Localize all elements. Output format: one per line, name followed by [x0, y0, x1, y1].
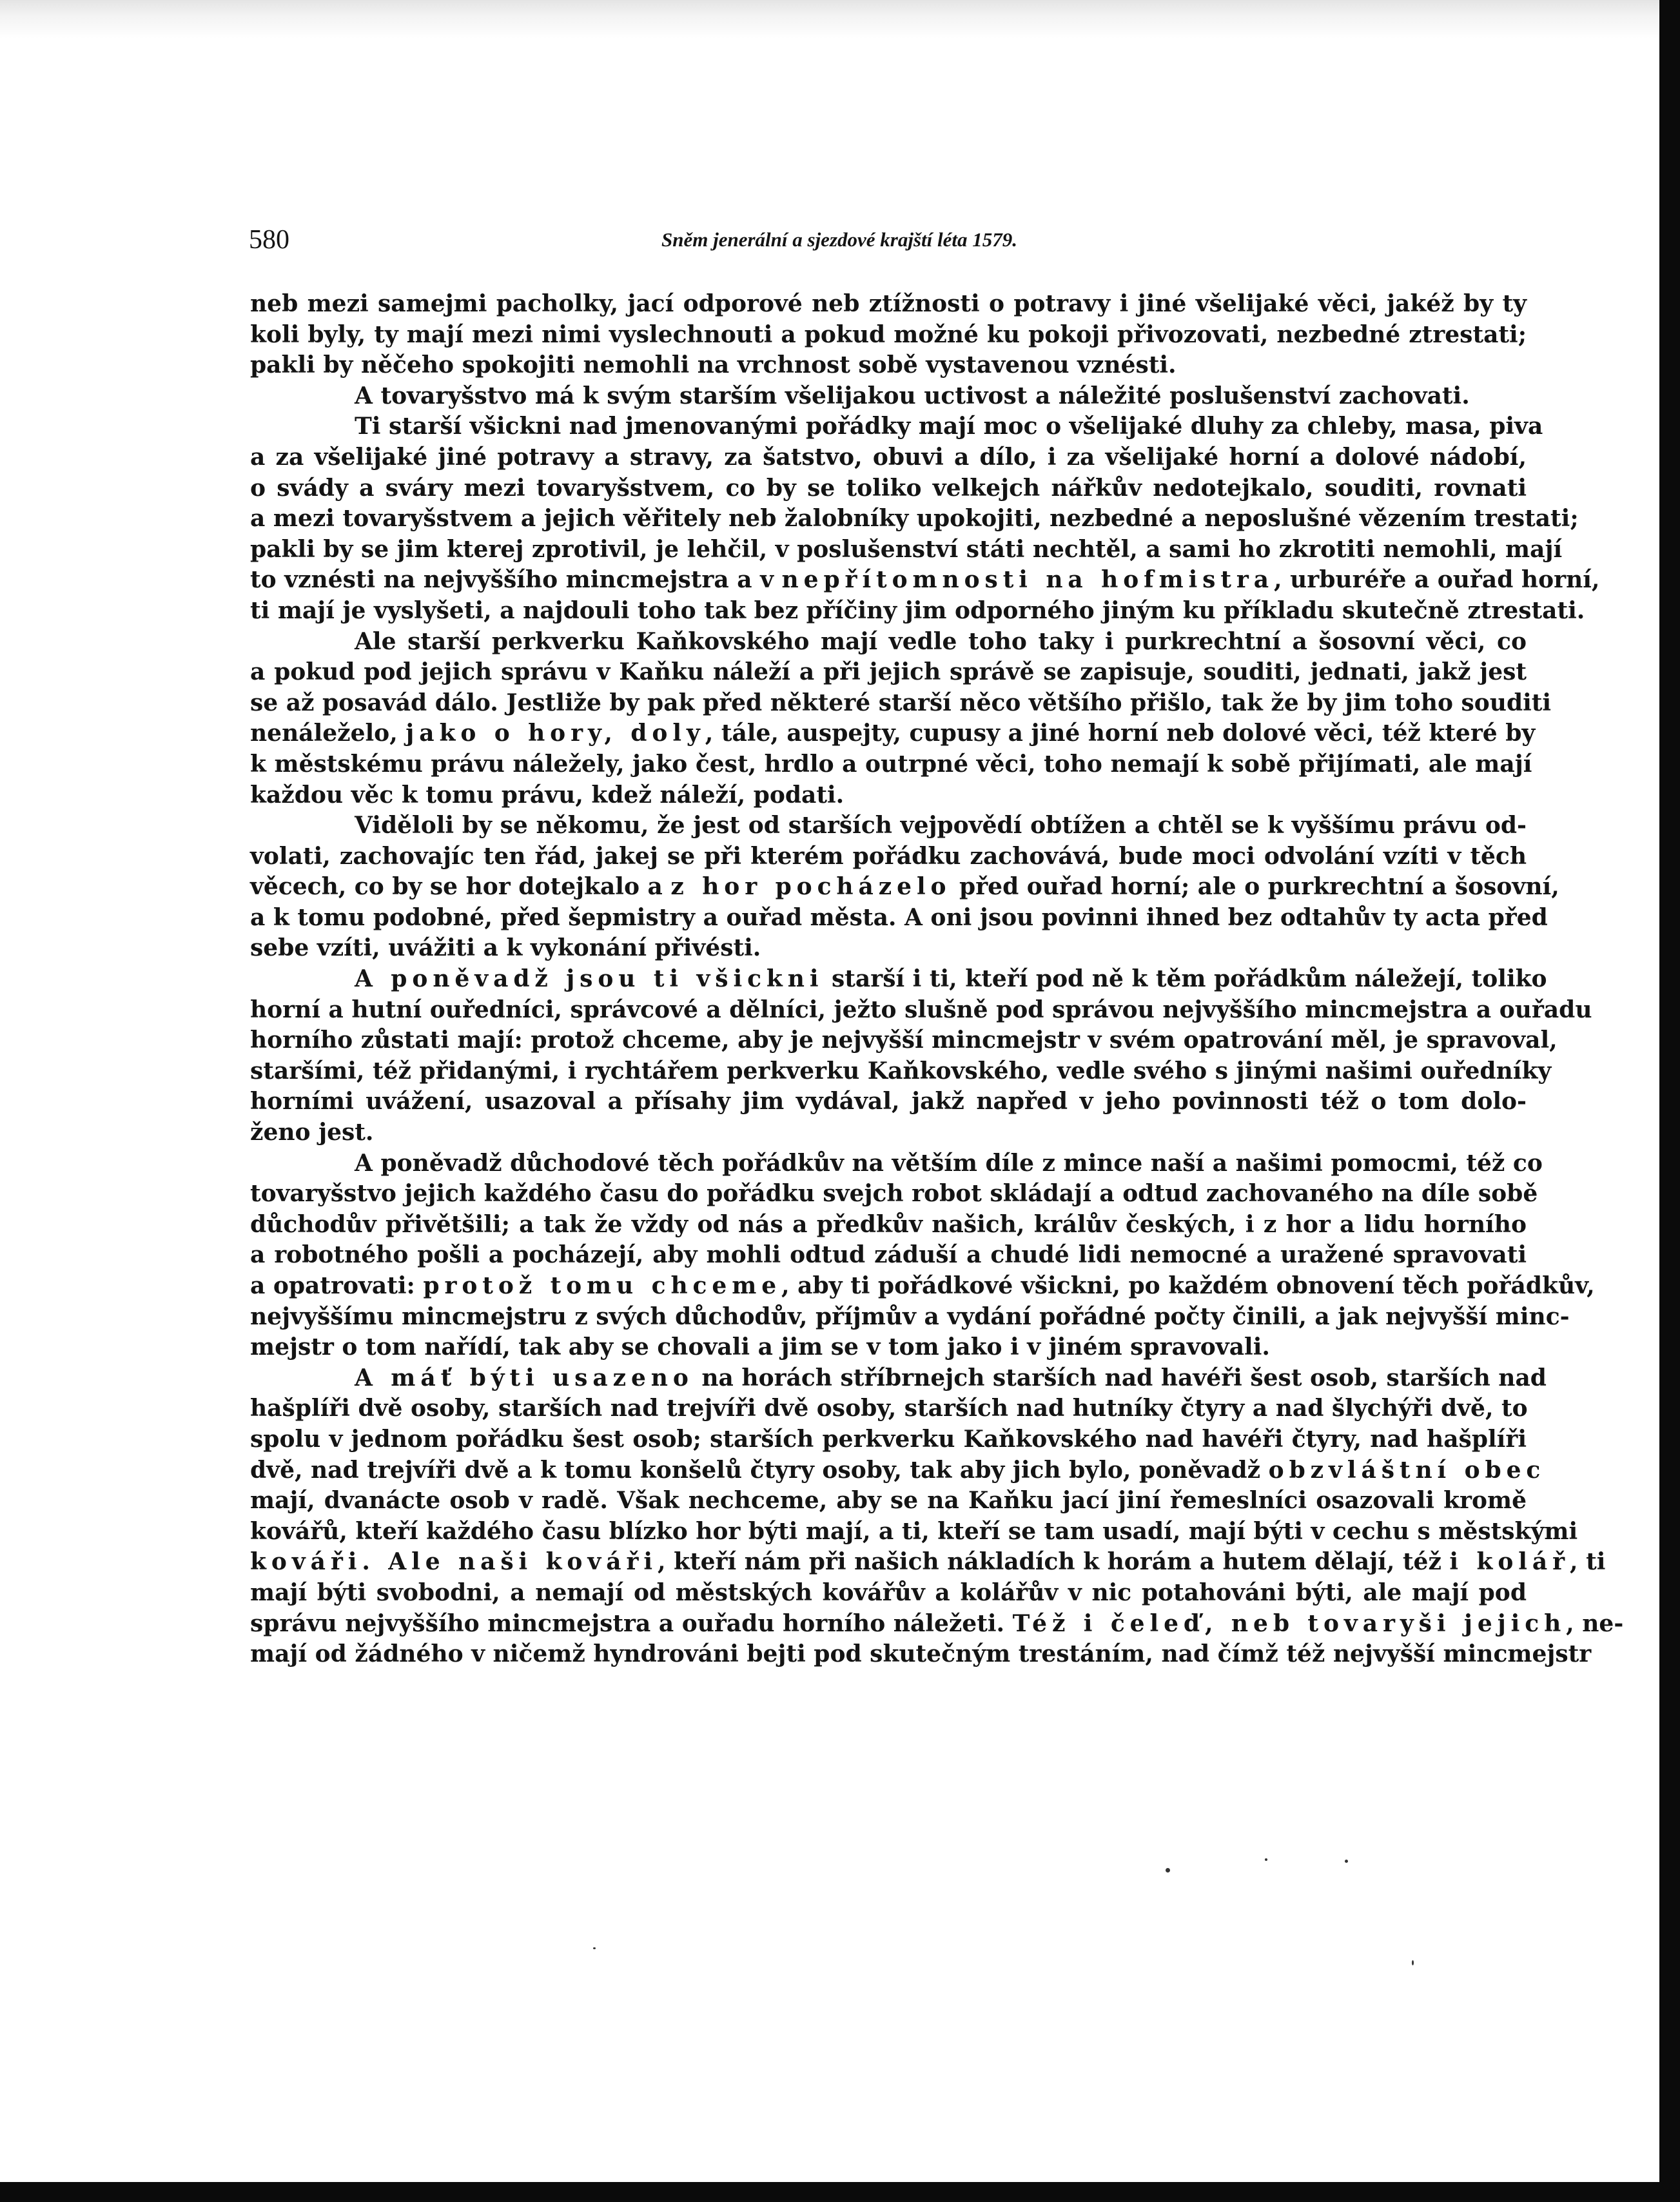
scan-speck: [1412, 1960, 1414, 1965]
scan-border-right: [1659, 0, 1680, 2202]
text-segment: , ne-: [1566, 1609, 1624, 1637]
text-line: [250, 1547, 1606, 1578]
text-line: pakli by se jim kterej zprotivil, je lehčil, v poslušenství státi nechtěl, a sami ho zkrotiti nemohli, mají: [250, 535, 1563, 563]
text-line: Viděloli by se někomu, že jest od starších vejpovědí obtížen a chtěl se k vyššímu právu od-: [355, 812, 1527, 840]
text-line: a pokud pod jejich správu v Kaňku náleží a při jejich správě se zapisuje, souditi, jednati, jakž jest: [250, 658, 1527, 686]
text-line: A tovaryšstvo má k svým starším všelijakou uctivost a náležité poslušenství zachovati.: [355, 382, 1470, 409]
text-line: [250, 872, 1559, 903]
text-line: a k tomu podobné, před šepmistry a ouřad města. A oni jsou povinni ihned bez odtahův ty acta před: [250, 903, 1548, 931]
text-segment: správu nejvyššího mincmejstra a ouřadu horního náležeti.: [250, 1609, 1013, 1637]
text-line: [250, 964, 1547, 995]
text-segment: a opatrovati:: [250, 1272, 424, 1299]
text-line: staršími, též přidanými, i rychtářem perkverku Kaňkovského, vedle svého s jinými našimi ouředníky: [250, 1057, 1552, 1085]
text-line: každou věc k tomu právu, kdež náleží, podati.: [250, 781, 845, 809]
spaced-text: kováři. Ale naši kováři: [250, 1548, 658, 1576]
text-line: ženo jest.: [250, 1119, 374, 1146]
text-line: a mezi tovaryšstvem a jejich věřitely neb žalobníky upokojiti, nezbedné a neposlušné vězením trestati;: [250, 505, 1579, 533]
text-line: sebe vzíti, uvážiti a k vykonání přivésti.: [250, 934, 761, 962]
scan-speck: [1166, 1868, 1170, 1873]
text-segment: před ouřad horní; ale o purkrechtní a šosovní,: [951, 873, 1559, 901]
text-line: hašplíři dvě osoby, starších nad trejvíři dvě osoby, starších nad hutníky čtyry a nad šlychýři dvě, to: [250, 1395, 1528, 1422]
text-line: ti mají je vyslyšeti, a najdouli toho tak bez příčiny jim odporného jiným ku příkladu skutečně ztrestati.: [250, 596, 1585, 624]
text-line: mají, dvanácte osob v radě. Však nechceme, aby se na Kaňku jací jiní řemeslníci osazovali kromě: [250, 1487, 1527, 1515]
text-line: horní a hutní ouředníci, správcové a dělníci, ježto slušně pod správou nejvyššího mincmejstra a ouřadu: [250, 996, 1592, 1023]
text-line: [250, 1271, 1595, 1302]
scan-speck: [593, 1947, 596, 1949]
spaced-text: Též i čeleď, neb tovaryši jejich: [1012, 1609, 1567, 1637]
text-line: mejstr o tom nařídí, tak aby se chovali a jim se v tom jako i v jiném spravovali.: [250, 1333, 1270, 1361]
text-segment: , ti: [1570, 1548, 1606, 1576]
scan-shadow-top: [0, 0, 1659, 39]
spaced-text: obzvláštní obec: [1268, 1456, 1546, 1484]
text-line: k městskému právu náležely, jako čest, hrdlo a outrpné věci, toho nemají k sobě přijímati, ale mají: [250, 750, 1532, 778]
text-segment: , aby ti pořádkové všickni, po každém obnovení těch pořádkův,: [781, 1272, 1595, 1299]
text-line: kovářů, kteří každého času blízko hor býti mají, a ti, kteří se tam usadí, mají býti v cechu s městskými: [250, 1517, 1578, 1545]
text-segment: starší i ti, kteří pod ně k těm pořádkům náležejí, toliko: [823, 965, 1547, 993]
text-line: důchodův přivětšili; a tak že vždy od nás a předkův našich, králův českých, i z hor a lidu horního: [250, 1210, 1527, 1238]
text-line: volati, zachovajíc ten řád, jakej se při kterém pořádku zachovává, bude moci odvolání vzíti v těch: [250, 842, 1527, 870]
text-segment: , urburéře a ouřad horní,: [1274, 566, 1600, 594]
text-line: a za všelijaké jiné potravy a stravy, za šatstvo, obuvi a dílo, i za všelijaké horní a dolové nádobí,: [250, 443, 1527, 471]
text-segment: věcech, co by se hor dotejkalo a: [250, 873, 671, 901]
text-line: horního zůstati mají: protož chceme, aby je nejvyšší mincmejstr v svém opatrování měl, je spravoval,: [250, 1027, 1558, 1054]
page-header: [249, 224, 1119, 257]
text-line: horními uvážení, usazoval a přísahy jim vydával, jakž napřed v jeho povinnosti též o tom dolo-: [250, 1088, 1527, 1116]
text-segment: , kteří nám při našich nákladích k horám a hutem dělají, též: [657, 1548, 1450, 1576]
spaced-text: protož tomu chceme: [423, 1272, 782, 1299]
text-line: [250, 1363, 1547, 1394]
text-segment: , tále, auspejty, cupusy a jiné horní neb dolové věci, též které by: [705, 720, 1536, 747]
text-line: [250, 718, 1536, 749]
text-line: [250, 1455, 1546, 1486]
text-line: spolu v jednom pořádku šest osob; starších perkverku Kaňkovského nad havéři čtyry, nad hašplíři: [250, 1425, 1527, 1453]
spaced-text: A máť býti usazeno: [355, 1364, 694, 1391]
text-line: nejvyššímu mincmejstru z svých důchodův, příjmův a vydání pořádné počty činili, a jak nejvyšší minc-: [250, 1303, 1570, 1330]
text-line: A poněvadž důchodové těch pořádkův na větším díle z mince naší a našimi pomocmi, též co: [355, 1149, 1543, 1177]
text-line: pakli by něčeho spokojiti nemohli na vrchnost sobě vystavenou vznésti.: [250, 351, 1177, 379]
text-segment: na horách stříbrnejch starších nad havéři šest osob, starších nad: [693, 1364, 1547, 1391]
text-segment: to vznésti na nejvyššího mincmejstra a v: [250, 566, 782, 594]
running-title: Sněm jenerální a sjezdové krajští léta 1579.: [661, 228, 1017, 251]
text-line: Ale starší perkverku Kaňkovského mají vedle toho taky i purkrechtní a šosovní věci, co: [355, 627, 1527, 655]
spaced-text: jako o hory, doly: [405, 720, 705, 747]
spaced-text: A poněvadž jsou ti všickni: [355, 965, 824, 993]
scan-speck: [1345, 1860, 1348, 1863]
spaced-text: i kolář: [1449, 1548, 1570, 1576]
scan-speck: [1265, 1858, 1267, 1861]
spaced-text: z hor pocházelo: [670, 873, 952, 901]
spaced-text: nepřítomnosti na hofmistra: [781, 566, 1275, 594]
text-line: mají býti svobodni, a nemají od městských kovářův a kolářův v nic potahováni býti, ale mají pod: [250, 1578, 1527, 1606]
text-line: tovaryšstvo jejich každého času do pořádku svejch robot skládají a odtud zachovaného na díle sobě: [250, 1180, 1538, 1208]
text-line: [250, 1609, 1624, 1640]
text-line: Ti starší všickni nad jmenovanými pořádky mají moc o všelijaké dluhy za chleby, masa, piva: [355, 413, 1543, 440]
text-line: se až posavád dálo. Jestliže by pak před některé starší něco většího přišlo, tak že by jim toho souditi: [250, 689, 1552, 716]
text-segment: dvě, nad trejvíři dvě a k tomu konšelů čtyry osoby, tak aby jich bylo, poněvadž: [250, 1456, 1269, 1484]
page-number: 580: [249, 225, 289, 255]
text-line: a robotného pošli a pocházejí, aby mohli odtud záduší a chudé lidi nemocné a uražené spravovati: [250, 1241, 1527, 1269]
body-text: [250, 289, 1624, 1670]
text-line: mají od žádného v ničemž hyndrováni bejti pod skutečným trestáním, nad čímž též nejvyšší mincmejstr: [250, 1640, 1592, 1668]
text-line: [250, 565, 1600, 596]
text-line: o svády a sváry mezi tovaryšstvem, co by se toliko velkejch nářkův nedotejkalo, souditi, rovnati: [250, 474, 1527, 502]
text-line: koli byly, ty mají mezi nimi vyslechnouti a pokud možné ku pokoji přivozovati, nezbedné ztrestati;: [250, 320, 1527, 348]
text-line: neb mezi samejmi pacholky, jací odporové neb ztížnosti o potravy i jiné všelijaké věci, jakéž by ty: [250, 290, 1527, 317]
text-segment: nenáleželo,: [250, 720, 406, 747]
scan-border-bottom: [0, 2182, 1680, 2202]
